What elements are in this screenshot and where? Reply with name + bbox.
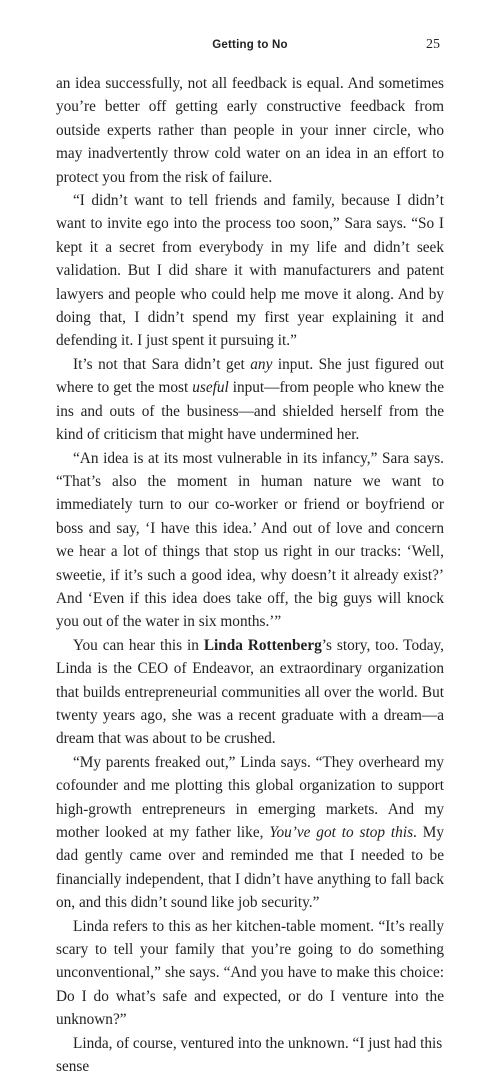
paragraph-idea-vulnerable: [56, 447, 444, 634]
paragraph-trailing: [56, 1032, 444, 1078]
text-run: . My dad gently came over and reminded me that I needed to be financially independent, that I didn’t have anything to fall back on, and this didn’t sound like job security.”: [56, 824, 445, 912]
paragraph-text: an idea successfully, not all feedback is equal. And sometimes you’re better off getting early constructive feedback from outside experts rather than people in your inner circle, who may inadvertently throw cold water on an idea in an effort to protect you from the risk of failure.: [56, 75, 444, 186]
text-run: It’s not that Sara didn’t get: [73, 355, 251, 373]
paragraph-text: Linda refers to this as her kitchen-table moment. “It’s really scary to tell your family that you’re going to do something unconventional,” she says. “And you have to make this choice: Do I do what’s safe and expected, or do I venture into the unknown?”: [56, 917, 444, 1029]
italic-emphasis: You’ve got to stop this: [269, 824, 414, 841]
paragraph-parents-quote: [56, 751, 444, 915]
text-run: You can hear this in: [73, 636, 204, 654]
paragraph-continuation: [56, 72, 444, 189]
paragraph-text: Linda, of course, ventured into the unknown. “I just had this sense: [56, 1034, 443, 1076]
paragraph-linda-intro: [56, 634, 444, 751]
page-number: 25: [426, 37, 440, 52]
paragraph-sara-input: [56, 353, 444, 447]
paragraph-text: “I didn’t want to tell friends and family, because I didn’t want to invite ego into the process too soon,” Sara says. “So I kept it a secret from everybody in my life and didn’t seek validation. But I did share it with manufacturers and patent lawyers and people who could help me move it along. And by doing that, I didn’t spend my first year explaining it and defending it. I just spent it pursuing it.”: [56, 192, 444, 350]
bold-person-name: Linda Rottenberg: [203, 636, 322, 654]
text-run: “My parents freaked out,” Linda says. “They overheard my cofounder and me plotting this global organization to support high-growth entrepreneurs in emerging markets. And my mother looked at my father like,: [56, 753, 444, 841]
paragraph-text: “An idea is at its most vulnerable in its infancy,” Sara says. “That’s also the moment in human nature we want to immediately turn to our co-worker or friend or boyfriend or boss and say, ‘I have this idea.’ And out of love and concern we hear a lot of things that stop us right in our tracks: ‘Well, sweetie, if it’s such a good idea, why doesn’t it already exist?’ And ‘Even if this idea does take off, the big guys will knock you out of the water in six months.’”: [56, 449, 444, 631]
paragraph-sara-quote: [56, 189, 444, 353]
italic-emphasis: useful: [192, 379, 229, 397]
text-run: input—from people who knew the ins and outs of the business—and shielded herself from the kind of criticism that might have undermined her.: [56, 379, 444, 444]
body-text: [56, 72, 444, 1078]
running-header: [56, 39, 444, 59]
chapter-running-title: Getting to No: [212, 39, 288, 51]
text-run: ’s story, too. Today, Linda is the CEO of Endeavor, an extraordinary organization that builds entrepreneurial communities all over the world. But twenty years ago, she was a recent graduate with a dream—a dream that was about to be crushed.: [56, 636, 445, 748]
italic-emphasis: any: [250, 355, 273, 373]
paragraph-kitchen-table: [56, 915, 444, 1032]
text-run: input. She just figured out where to get the most: [56, 355, 444, 397]
